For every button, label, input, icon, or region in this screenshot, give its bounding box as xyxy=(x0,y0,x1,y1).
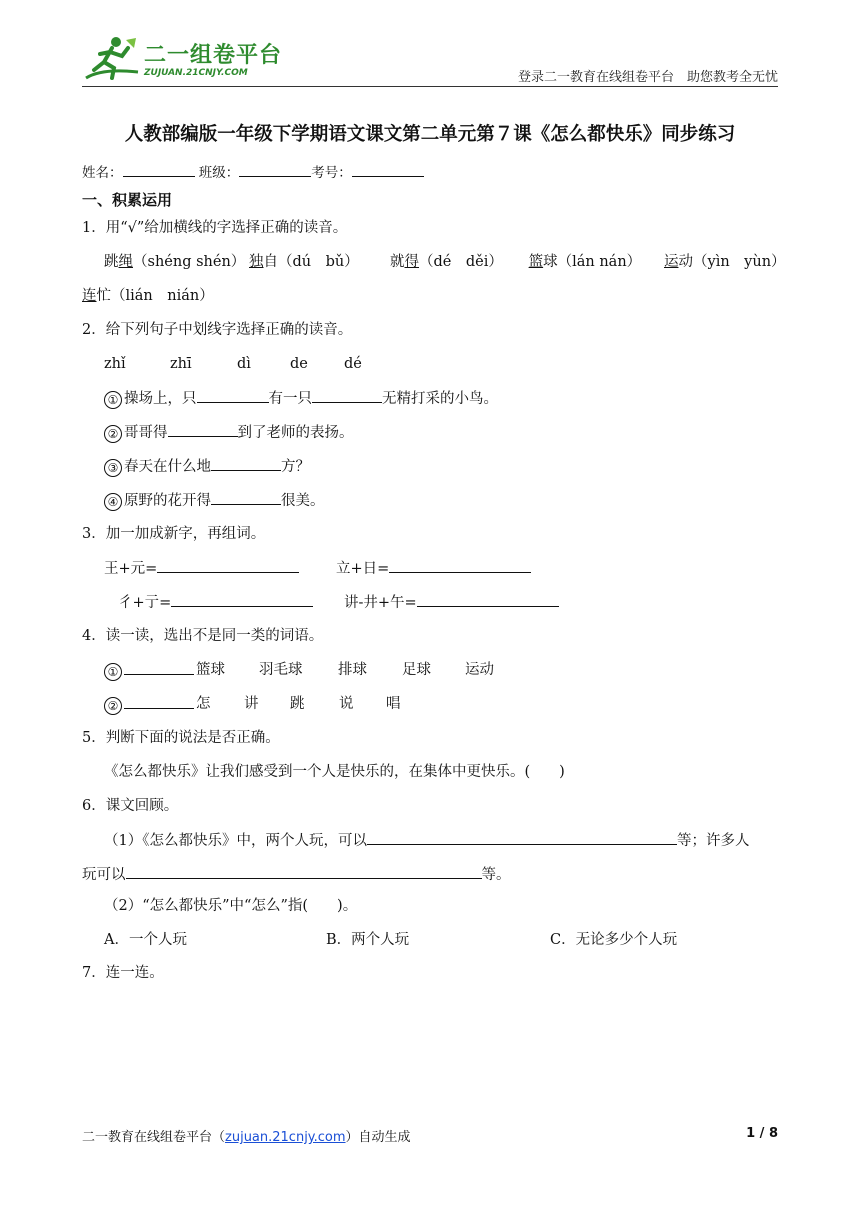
word: 跳 xyxy=(290,696,305,712)
q2-sentence-1: ① 操场上，只 有一只 无精打采的小鸟。 xyxy=(104,388,498,409)
answer-blank[interactable] xyxy=(211,490,281,505)
word: 说 xyxy=(339,696,354,712)
answer-blank[interactable] xyxy=(124,660,194,675)
question-6-stem: 6．课文回顾。 xyxy=(82,798,179,814)
question-4-stem: 4．读一读，选出不是同一类的词语。 xyxy=(82,628,324,644)
page-number: 1 / 8 xyxy=(746,1126,778,1141)
word: 篮球 xyxy=(196,662,225,678)
option-c[interactable]: C．无论多少个人玩 xyxy=(550,932,678,948)
question-3-stem: 3．加一加成新字，再组词。 xyxy=(82,526,266,542)
answer-blank[interactable] xyxy=(157,558,299,573)
question-1-stem: 1．用“√”给加横线的字选择正确的读音。 xyxy=(82,220,348,236)
q2-sentence-3: ③ 春天在什么地 方？ xyxy=(104,456,310,477)
q1-item: 独自（dú bǔ） xyxy=(249,254,359,270)
word: 运动 xyxy=(465,662,494,678)
pinyin-option: zhī xyxy=(170,356,192,372)
answer-blank[interactable] xyxy=(367,830,677,845)
pinyin-option: dé xyxy=(344,356,362,372)
question-7-stem: 7．连一连。 xyxy=(82,965,164,981)
q3-item-d: 讲-井+午= xyxy=(344,592,559,613)
class-label: 班级： xyxy=(198,165,240,181)
q3-item-c: 彳+亍= xyxy=(118,592,313,613)
question-2-stem: 2．给下列句子中划线字选择正确的读音。 xyxy=(82,322,353,338)
student-info xyxy=(82,162,424,183)
q1-item: 连忙（lián nián） xyxy=(82,288,214,304)
option-b[interactable]: B．两个人玩 xyxy=(326,932,410,948)
pinyin-option: de xyxy=(290,356,308,372)
pinyin-option: zhǐ xyxy=(104,356,126,372)
option-a[interactable]: A．一个人玩 xyxy=(104,932,187,948)
pinyin-option: dì xyxy=(237,356,251,372)
page-title: 人教部编版一年级下学期语文课文第二单元第７课《怎么都快乐》同步练习 xyxy=(124,124,736,145)
footer-link[interactable]: zujuan.21cnjy.com xyxy=(225,1130,346,1145)
page-footer: 二一教育在线组卷平台（zujuan.21cnjy.com）自动生成 1 / 8 xyxy=(82,1126,778,1145)
page-header xyxy=(82,30,778,87)
answer-blank[interactable] xyxy=(389,558,531,573)
q2-sentence-4: ④ 原野的花开得 很美。 xyxy=(104,490,325,511)
answer-blank[interactable] xyxy=(126,864,482,879)
runner-logo-icon xyxy=(82,34,144,84)
answer-blank[interactable] xyxy=(171,592,313,607)
answer-blank[interactable] xyxy=(211,456,281,471)
q6-part-2: （2）“怎么都快乐”中“怎么”指( )。 xyxy=(104,898,358,914)
q1-item: 运动（yìn yùn） xyxy=(664,254,786,270)
question-5-stem: 5．判断下面的说法是否正确。 xyxy=(82,730,280,746)
q6-part-1: （1）《怎么都快乐》中，两个人玩，可以 等；许多人 xyxy=(104,830,749,851)
q3-item-b: 立+日= xyxy=(336,558,531,579)
word: 怎 xyxy=(196,696,211,712)
q1-item: 篮球（lán nán） xyxy=(528,254,642,270)
answer-blank[interactable] xyxy=(312,388,382,403)
q2-sentence-2: ② 哥哥得 到了老师的表扬。 xyxy=(104,422,354,443)
word: 羽毛球 xyxy=(259,662,303,678)
q5-statement: 《怎么都快乐》让我们感受到一个人是快乐的，在集体中更快乐。( ) xyxy=(104,764,565,780)
answer-blank[interactable] xyxy=(168,422,238,437)
word: 足球 xyxy=(402,662,431,678)
q1-item: 跳绳（shéng shén） xyxy=(104,254,246,270)
answer-blank[interactable] xyxy=(197,388,269,403)
word: 唱 xyxy=(386,696,401,712)
word: 讲 xyxy=(244,696,259,712)
name-blank[interactable] xyxy=(123,162,195,177)
class-blank[interactable] xyxy=(239,162,311,177)
logo-subtext: ZUJUAN.21CNJY.COM xyxy=(144,68,248,78)
q3-item-a: 王+元= xyxy=(104,558,299,579)
header-slogan: 登录二一教育在线组卷平台 助您教考全无忧 xyxy=(517,70,778,85)
section-heading: 一、积累运用 xyxy=(82,191,173,209)
exam-no-blank[interactable] xyxy=(352,162,424,177)
q6-part-1-cont: 玩可以 等。 xyxy=(82,864,511,885)
logo-text: 二一组卷平台 xyxy=(144,43,283,68)
name-label: 姓名： xyxy=(82,165,123,181)
logo xyxy=(82,34,283,84)
answer-blank[interactable] xyxy=(417,592,559,607)
exam-no-label: 考号： xyxy=(311,165,352,181)
word: 排球 xyxy=(338,662,367,678)
q1-item: 就得（dé děi） xyxy=(390,254,503,270)
answer-blank[interactable] xyxy=(124,694,194,709)
